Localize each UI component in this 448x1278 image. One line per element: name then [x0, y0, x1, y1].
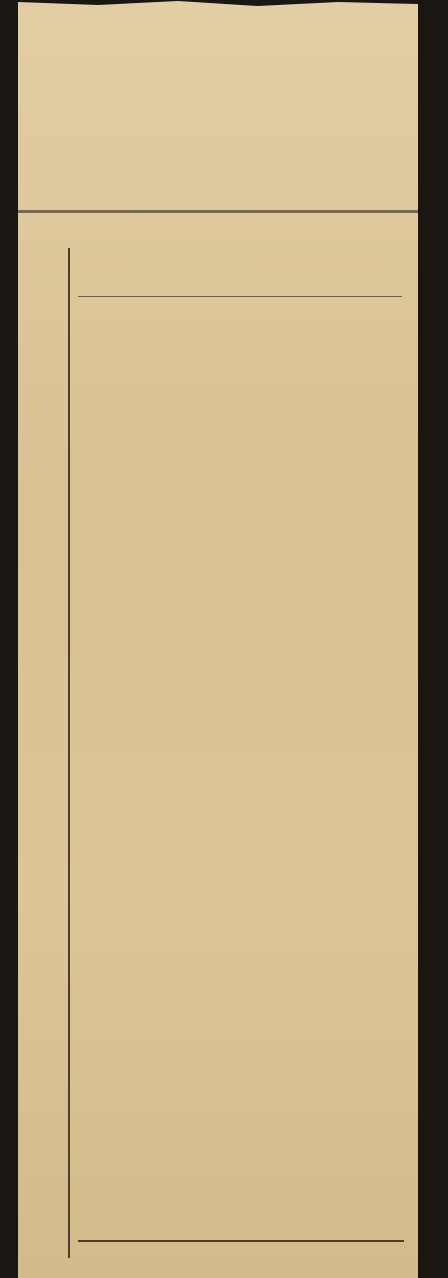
headline-divider	[78, 296, 402, 297]
column-divider	[68, 248, 70, 1258]
section-divider	[18, 210, 418, 213]
previous-article-fragment	[26, 0, 398, 195]
bottom-divider	[78, 1240, 404, 1242]
newspaper-clipping	[18, 0, 418, 1278]
left-column-fragment	[18, 225, 66, 1255]
archive-stamp	[356, 0, 448, 110]
